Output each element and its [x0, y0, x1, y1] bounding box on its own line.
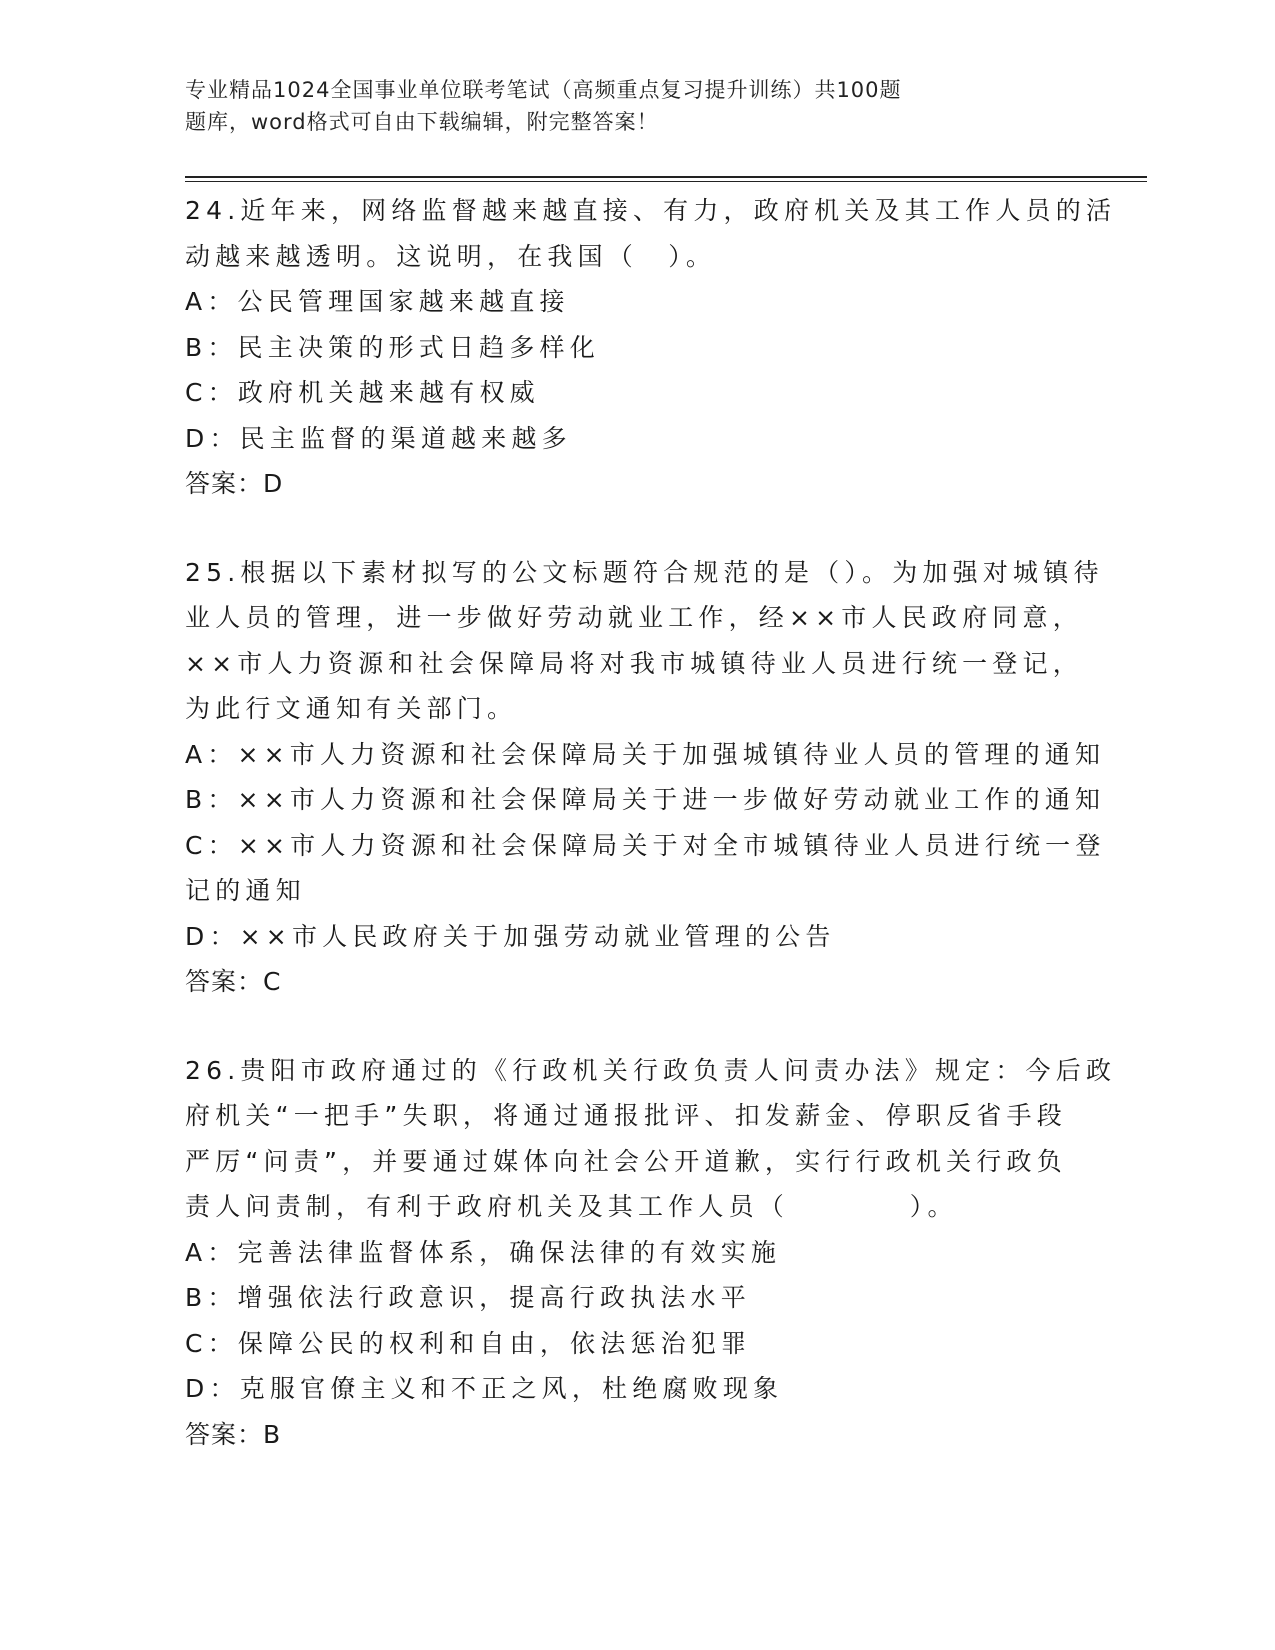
question-text-line: 25.根据以下素材拟写的公文标题符合规范的是（）。为加强对城镇待	[185, 557, 1104, 587]
option-a: A：公民管理国家越来越直接	[185, 287, 570, 316]
option-c: C：保障公民的权利和自由，依法惩治犯罪	[185, 1328, 752, 1358]
option-d: D：克服官僚主义和不正之风，杜绝腐败现象	[185, 1374, 784, 1403]
option-c: C：政府机关越来越有权威	[185, 378, 540, 407]
answer-text: 答案：C	[185, 967, 282, 996]
question-text-line: 为此行文通知有关部门。	[185, 694, 518, 723]
option-a: A：××市人力资源和社会保障局关于加强城镇待业人员的管理的通知	[185, 739, 1106, 769]
option-c: C：××市人力资源和社会保障局关于对全市城镇待业人员进行统一登	[185, 830, 1106, 860]
question-text-line: ××市人力资源和社会保障局将对我市城镇待业人员进行统一登记，	[185, 648, 1083, 678]
answer-text: 答案：B	[185, 1419, 282, 1449]
question-text-line: 24.近年来，网络监督越来越直接、有力，政府机关及其工作人员的活	[185, 196, 1117, 225]
question-25	[185, 550, 1106, 1005]
question-24	[185, 188, 1117, 507]
answer-text: 答案：D	[185, 469, 284, 498]
question-text-line: 业人员的管理，进一步做好劳动就业工作，经××市人民政府同意，	[185, 603, 1083, 632]
question-text-line: 动越来越透明。这说明，在我国（ ）。	[185, 241, 717, 271]
header-line-1: 专业精品1024全国事业单位联考笔试（高频重点复习提升训练）共100题	[185, 78, 902, 102]
question-spacer	[185, 507, 1075, 550]
option-c-continued: 记的通知	[185, 876, 306, 905]
option-b: B：增强依法行政意识，提高行政执法水平	[185, 1283, 751, 1312]
header-line-2: 题库，word格式可自由下载编辑，附完整答案！	[185, 110, 659, 134]
option-b: B：××市人力资源和社会保障局关于进一步做好劳动就业工作的通知	[185, 785, 1106, 814]
question-text-line: 26.贵阳市政府通过的《行政机关行政负责人问责办法》规定：今后政	[185, 1055, 1117, 1085]
question-text-line: 责人问责制，有利于政府机关及其工作人员（ ）。	[185, 1192, 958, 1221]
question-spacer	[185, 1005, 1075, 1048]
question-26	[185, 1048, 1117, 1458]
question-list	[185, 188, 1117, 1457]
header-divider-thick	[185, 176, 1147, 178]
option-d: D：民主监督的渠道越来越多	[185, 423, 572, 453]
question-text-line: 府机关“一把手”失职，将通过通报批评、扣发薪金、停职反省手段	[185, 1101, 1067, 1130]
header-divider-thin	[185, 181, 1147, 182]
option-b: B：民主决策的形式日趋多样化	[185, 332, 600, 362]
option-d: D：××市人民政府关于加强劳动就业管理的公告	[185, 921, 836, 951]
question-text-line: 严厉“问责”，并要通过媒体向社会公开道歉，实行行政机关行政负	[185, 1146, 1067, 1176]
document-header	[185, 74, 1005, 138]
option-a: A：完善法律监督体系，确保法律的有效实施	[185, 1237, 782, 1267]
